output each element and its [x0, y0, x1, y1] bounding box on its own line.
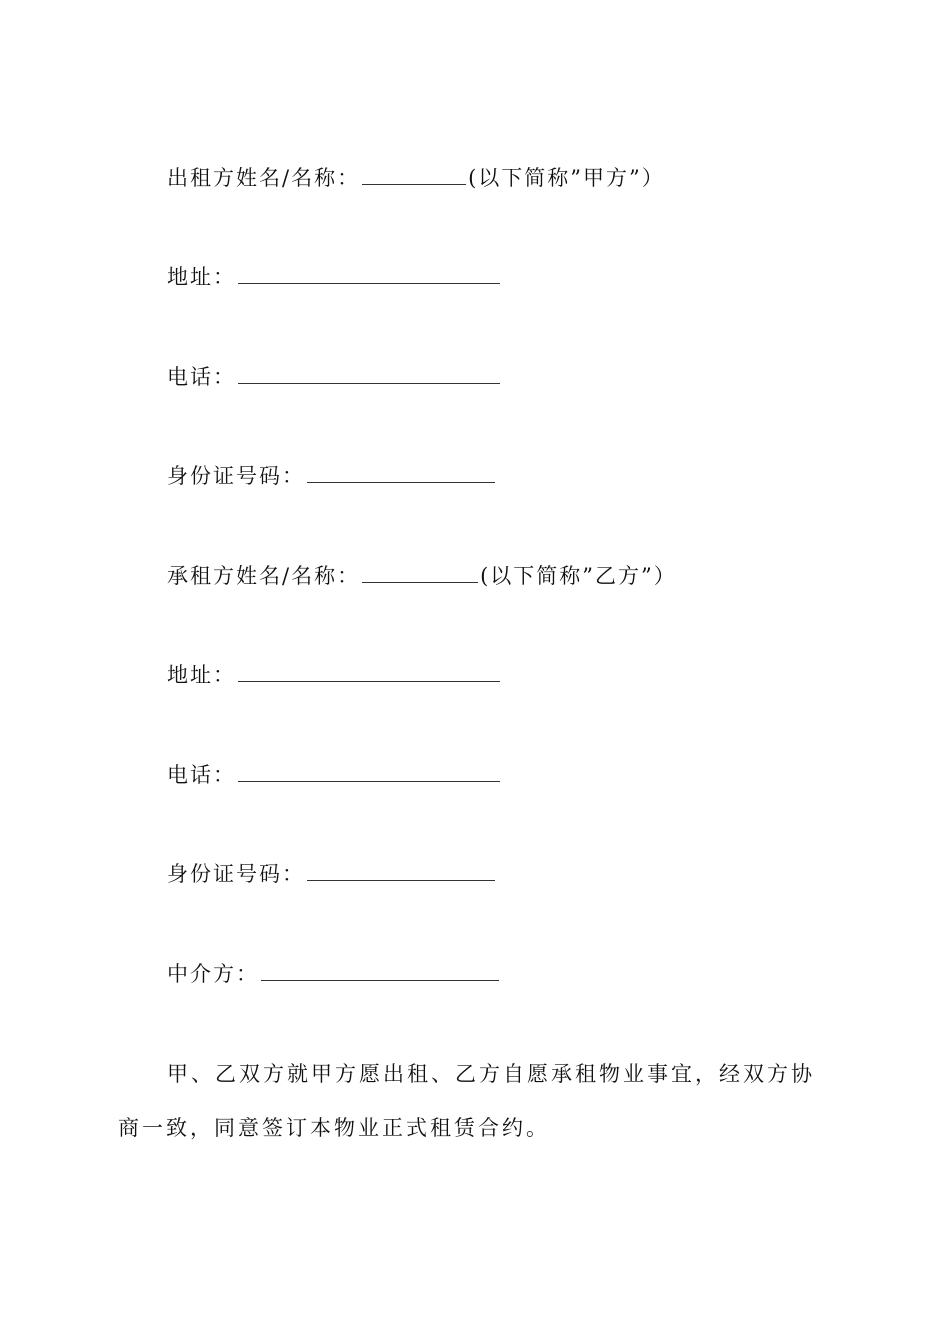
lessor-name-label: 出租方姓名/名称：	[167, 166, 361, 190]
agreement-text-2: 商一致，同意签订本物业正式租赁合约。	[118, 1116, 550, 1140]
lessee-address-blank[interactable]	[238, 659, 500, 682]
agreement-line-1	[118, 1059, 838, 1113]
lessee-address-label: 地址：	[167, 663, 236, 687]
agent-blank[interactable]	[261, 958, 499, 981]
agreement-line-2	[118, 1113, 838, 1167]
lessor-name-suffix: (以下简称”甲方”）	[468, 166, 665, 190]
lessee-name-line	[167, 560, 677, 590]
lessee-phone-line	[167, 759, 502, 789]
lessee-phone-blank[interactable]	[238, 759, 500, 782]
lessor-phone-label: 电话：	[167, 365, 236, 389]
lessee-name-label: 承租方姓名/名称：	[167, 564, 361, 588]
lessor-address-label: 地址：	[167, 265, 236, 289]
lessor-address-line	[167, 261, 502, 291]
agreement-text-1: 甲、乙双方就甲方愿出租、乙方自愿承租物业事宜，经双方协	[167, 1062, 815, 1086]
lessee-name-blank[interactable]	[362, 560, 478, 583]
agent-line	[167, 958, 501, 988]
lessor-address-blank[interactable]	[238, 261, 500, 284]
lessee-id-label: 身份证号码：	[167, 862, 305, 886]
lessor-name-blank[interactable]	[362, 162, 466, 185]
lessor-id-label: 身份证号码：	[167, 464, 305, 488]
lessee-phone-label: 电话：	[167, 763, 236, 787]
agent-label: 中介方：	[167, 962, 259, 986]
lessor-id-line	[167, 460, 497, 490]
lessee-id-line	[167, 858, 497, 888]
lessor-name-line	[167, 162, 665, 192]
lessor-phone-blank[interactable]	[238, 361, 500, 384]
lessor-phone-line	[167, 361, 502, 391]
agreement-paragraph	[118, 1059, 838, 1167]
lessee-id-blank[interactable]	[307, 858, 495, 881]
lessor-id-blank[interactable]	[307, 460, 495, 483]
lessee-address-line	[167, 659, 502, 689]
lessee-name-suffix: (以下简称”乙方”）	[480, 564, 677, 588]
